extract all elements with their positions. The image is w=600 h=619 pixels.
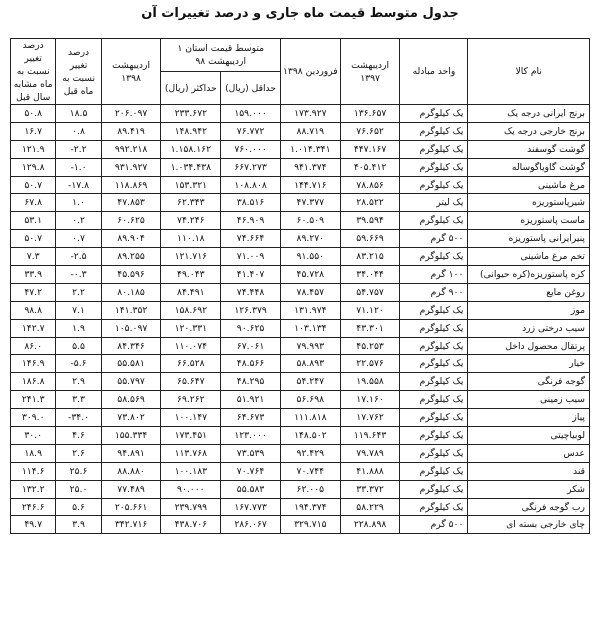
cell-name: تخم مرغ ماشینی bbox=[468, 248, 590, 266]
cell-max: ۱۲۱.۷۱۶ bbox=[161, 248, 221, 266]
cell-min: ۷۶۰.۰۰۰ bbox=[221, 140, 281, 158]
cell-max: ۶۹.۲۶۲ bbox=[161, 391, 221, 409]
cell-far98: ۹۱.۵۵۰ bbox=[280, 248, 340, 266]
table-row bbox=[11, 105, 590, 123]
table-row bbox=[11, 140, 590, 158]
cell-unit: یک کیلوگرم bbox=[400, 373, 468, 391]
table-row bbox=[11, 337, 590, 355]
cell-pm: ۷.۱ bbox=[56, 301, 101, 319]
cell-ord98: ۱۱۸.۸۶۹ bbox=[101, 176, 161, 194]
cell-pm: ۵.۶ bbox=[56, 498, 101, 516]
table-row bbox=[11, 283, 590, 301]
cell-name: عدس bbox=[468, 444, 590, 462]
cell-name: پنیرایرانی پاستوریزه bbox=[468, 230, 590, 248]
cell-max: ۱۴۸.۹۴۲ bbox=[161, 122, 221, 140]
cell-ord98: ۱۴۱.۳۵۲ bbox=[101, 301, 161, 319]
cell-max: ۱۵۳.۳۲۱ bbox=[161, 176, 221, 194]
cell-ord98: ۱۰۵.۰۹۷ bbox=[101, 319, 161, 337]
cell-py: ۱۲۹.۸ bbox=[11, 158, 56, 176]
cell-name: روغن مایع bbox=[468, 283, 590, 301]
cell-max: ۱۰۰.۱۸۳ bbox=[161, 462, 221, 480]
cell-far98: ۱۱۱.۸۱۸ bbox=[280, 409, 340, 427]
cell-py: ۱۳۲.۲ bbox=[11, 480, 56, 498]
cell-ord97: ۸۳.۲۱۵ bbox=[340, 248, 400, 266]
header-max: حداکثر (ریال) bbox=[161, 72, 221, 105]
cell-ord97: ۱۹.۵۵۸ bbox=[340, 373, 400, 391]
cell-pm: ۲۵.۶ bbox=[56, 462, 101, 480]
cell-min: ۱۵۹.۰۰۰ bbox=[221, 105, 281, 123]
cell-pm: ۱.۹ bbox=[56, 319, 101, 337]
cell-pm: -۵.۶ bbox=[56, 355, 101, 373]
cell-min: ۴۸.۲۹۵ bbox=[221, 373, 281, 391]
cell-ord97: ۳۳.۳۷۲ bbox=[340, 480, 400, 498]
cell-far98: ۷۹.۹۹۳ bbox=[280, 337, 340, 355]
cell-pm: ۰.۸ bbox=[56, 122, 101, 140]
cell-pm: -۰.۳ bbox=[56, 266, 101, 284]
cell-ord97: ۱۱۹.۶۴۳ bbox=[340, 427, 400, 445]
cell-min: ۶۴.۶۷۳ bbox=[221, 409, 281, 427]
cell-py: ۲۴۶.۶ bbox=[11, 498, 56, 516]
cell-min: ۵۱.۹۲۱ bbox=[221, 391, 281, 409]
cell-pm: ۲.۲ bbox=[56, 283, 101, 301]
cell-name: پرتقال محصول داخل bbox=[468, 337, 590, 355]
cell-ord98: ۸۹.۲۵۵ bbox=[101, 248, 161, 266]
cell-unit: یک کیلوگرم bbox=[400, 122, 468, 140]
cell-py: ۵۳.۱ bbox=[11, 212, 56, 230]
cell-py: ۱۲۱.۹ bbox=[11, 140, 56, 158]
cell-unit: یک کیلوگرم bbox=[400, 140, 468, 158]
cell-unit: یک کیلوگرم bbox=[400, 337, 468, 355]
cell-ord98: ۸۹.۴۱۹ bbox=[101, 122, 161, 140]
cell-min: ۷۴.۴۴۸ bbox=[221, 283, 281, 301]
cell-far98: ۹۴۱.۳۷۴ bbox=[280, 158, 340, 176]
header-name: نام کالا bbox=[468, 39, 590, 105]
cell-py: ۳۰.۰ bbox=[11, 427, 56, 445]
cell-py: ۶۷.۸ bbox=[11, 194, 56, 212]
cell-pm: ۵.۵ bbox=[56, 337, 101, 355]
cell-max: ۸۴.۴۹۱ bbox=[161, 283, 221, 301]
cell-unit: ۹۰۰ گرم bbox=[400, 283, 468, 301]
cell-name: گوجه فرنگی bbox=[468, 373, 590, 391]
table-row bbox=[11, 194, 590, 212]
cell-ord97: ۳۴.۰۴۴ bbox=[340, 266, 400, 284]
cell-min: ۱۲۶.۳۷۹ bbox=[221, 301, 281, 319]
cell-name: چای خارجی بسته ای bbox=[468, 516, 590, 534]
table-row bbox=[11, 355, 590, 373]
cell-name: خیار bbox=[468, 355, 590, 373]
cell-unit: یک کیلوگرم bbox=[400, 391, 468, 409]
cell-unit: یک کیلوگرم bbox=[400, 480, 468, 498]
cell-ord98: ۷۷.۴۸۹ bbox=[101, 480, 161, 498]
cell-unit: ۵۰۰ گرم bbox=[400, 516, 468, 534]
cell-name: پیاز bbox=[468, 409, 590, 427]
table-row bbox=[11, 248, 590, 266]
cell-far98: ۵۶.۶۹۸ bbox=[280, 391, 340, 409]
cell-min: ۴۸.۵۶۶ bbox=[221, 355, 281, 373]
cell-py: ۷.۳ bbox=[11, 248, 56, 266]
cell-py: ۵۰.۸ bbox=[11, 105, 56, 123]
cell-ord97: ۱۷.۷۶۲ bbox=[340, 409, 400, 427]
cell-name: برنج ایرانی درجه یک bbox=[468, 105, 590, 123]
cell-py: ۱۱۴.۶ bbox=[11, 462, 56, 480]
header-pct-year: درصد تغییر نسبت به ماه مشابه سال قبل bbox=[11, 39, 56, 105]
cell-min: ۵۵.۵۸۳ bbox=[221, 480, 281, 498]
cell-py: ۹۸.۸ bbox=[11, 301, 56, 319]
cell-far98: ۱۳۱.۹۷۴ bbox=[280, 301, 340, 319]
cell-max: ۴۳۸.۷۰۶ bbox=[161, 516, 221, 534]
cell-unit: یک کیلوگرم bbox=[400, 248, 468, 266]
cell-min: ۶۶۷.۲۷۳ bbox=[221, 158, 281, 176]
cell-ord98: ۸۴.۳۴۶ bbox=[101, 337, 161, 355]
cell-ord97: ۴۰۵.۴۱۲ bbox=[340, 158, 400, 176]
cell-max: ۱۱۳.۷۶۸ bbox=[161, 444, 221, 462]
cell-ord97: ۲۲.۵۷۶ bbox=[340, 355, 400, 373]
header-ord98: اردیبهشت ۱۳۹۸ bbox=[101, 39, 161, 105]
cell-name: قند bbox=[468, 462, 590, 480]
table-row bbox=[11, 122, 590, 140]
table-row bbox=[11, 409, 590, 427]
cell-max: ۱۱۰.۱۸ bbox=[161, 230, 221, 248]
table-row bbox=[11, 158, 590, 176]
cell-far98: ۸۸.۷۱۹ bbox=[280, 122, 340, 140]
cell-far98: ۹۲.۴۲۹ bbox=[280, 444, 340, 462]
cell-unit: یک کیلوگرم bbox=[400, 212, 468, 230]
cell-name: گوشت گوسفند bbox=[468, 140, 590, 158]
cell-min: ۷۰.۷۶۴ bbox=[221, 462, 281, 480]
cell-name: سیب درختی زرد bbox=[468, 319, 590, 337]
cell-far98: ۱۰۳.۱۳۴ bbox=[280, 319, 340, 337]
cell-far98: ۷۰.۷۴۴ bbox=[280, 462, 340, 480]
cell-pm: -۳۴.۰ bbox=[56, 409, 101, 427]
cell-max: ۲۳۳.۶۷۲ bbox=[161, 105, 221, 123]
cell-ord98: ۸۹.۹۰۴ bbox=[101, 230, 161, 248]
cell-unit: یک کیلوگرم bbox=[400, 498, 468, 516]
cell-max: ۱.۰۳۴.۴۳۸ bbox=[161, 158, 221, 176]
cell-far98: ۱۴۸.۵۰۲ bbox=[280, 427, 340, 445]
cell-min: ۷۶.۷۷۲ bbox=[221, 122, 281, 140]
cell-name: رب گوجه فرنگی bbox=[468, 498, 590, 516]
cell-min: ۴۱.۴۰۷ bbox=[221, 266, 281, 284]
cell-far98: ۱.۰۱۴.۳۴۱ bbox=[280, 140, 340, 158]
header-unit: واحد مبادله bbox=[400, 39, 468, 105]
cell-max: ۲۳۹.۷۹۹ bbox=[161, 498, 221, 516]
cell-pm: ۱.۰ bbox=[56, 194, 101, 212]
cell-min: ۷۳.۵۳۹ bbox=[221, 444, 281, 462]
cell-name: موز bbox=[468, 301, 590, 319]
cell-far98: ۸۹.۲۷۰ bbox=[280, 230, 340, 248]
table-row bbox=[11, 516, 590, 534]
cell-ord98: ۲۰۵.۶۶۱ bbox=[101, 498, 161, 516]
cell-ord97: ۲۲۸.۸۹۸ bbox=[340, 516, 400, 534]
cell-name: شکر bbox=[468, 480, 590, 498]
cell-py: ۴۷.۲ bbox=[11, 283, 56, 301]
cell-far98: ۶۰.۵۰۹ bbox=[280, 212, 340, 230]
cell-py: ۱۴۲.۷ bbox=[11, 319, 56, 337]
cell-min: ۱۶۷.۷۷۳ bbox=[221, 498, 281, 516]
cell-py: ۱۸.۹ bbox=[11, 444, 56, 462]
table-row bbox=[11, 480, 590, 498]
cell-ord97: ۱۳۶.۶۵۷ bbox=[340, 105, 400, 123]
cell-unit: یک کیلوگرم bbox=[400, 105, 468, 123]
cell-pm: ۳.۳ bbox=[56, 391, 101, 409]
table-row bbox=[11, 301, 590, 319]
table-row bbox=[11, 391, 590, 409]
cell-pm: ۱۸.۵ bbox=[56, 105, 101, 123]
cell-ord97: ۷۹.۷۸۹ bbox=[340, 444, 400, 462]
cell-far98: ۱۴۴.۷۱۶ bbox=[280, 176, 340, 194]
cell-ord98: ۹۳۱.۹۲۷ bbox=[101, 158, 161, 176]
cell-unit: یک کیلوگرم bbox=[400, 301, 468, 319]
cell-max: ۶۵.۶۴۷ bbox=[161, 373, 221, 391]
cell-ord98: ۷۳.۸۰۲ bbox=[101, 409, 161, 427]
table-row bbox=[11, 444, 590, 462]
cell-name: لوبیاچیتی bbox=[468, 427, 590, 445]
cell-unit: یک کیلوگرم bbox=[400, 462, 468, 480]
cell-max: ۶۲.۳۴۳ bbox=[161, 194, 221, 212]
cell-max: ۱۷۳.۴۵۱ bbox=[161, 427, 221, 445]
cell-unit: یک کیلوگرم bbox=[400, 427, 468, 445]
cell-max: ۷۴.۲۴۶ bbox=[161, 212, 221, 230]
cell-ord97: ۱۷.۱۶۰ bbox=[340, 391, 400, 409]
cell-py: ۱۸۶.۸ bbox=[11, 373, 56, 391]
cell-py: ۳۰۹.۰ bbox=[11, 409, 56, 427]
cell-pm: ۲۵.۰ bbox=[56, 480, 101, 498]
cell-ord97: ۴۳.۳۰۱ bbox=[340, 319, 400, 337]
cell-ord97: ۷۸.۸۵۶ bbox=[340, 176, 400, 194]
table-row bbox=[11, 373, 590, 391]
cell-pm: ۰.۷ bbox=[56, 230, 101, 248]
cell-ord97: ۲۸.۵۲۲ bbox=[340, 194, 400, 212]
cell-py: ۱۶.۷ bbox=[11, 122, 56, 140]
cell-far98: ۴۷.۳۷۷ bbox=[280, 194, 340, 212]
cell-pm: -۱.۰ bbox=[56, 158, 101, 176]
cell-far98: ۱۷۳.۹۲۷ bbox=[280, 105, 340, 123]
table-row bbox=[11, 176, 590, 194]
cell-pm: ۲.۹ bbox=[56, 373, 101, 391]
cell-far98: ۴۵.۷۲۸ bbox=[280, 266, 340, 284]
cell-min: ۹۰.۶۲۵ bbox=[221, 319, 281, 337]
table-row bbox=[11, 230, 590, 248]
cell-ord98: ۵۵.۷۹۷ bbox=[101, 373, 161, 391]
cell-ord98: ۹۴.۸۹۱ bbox=[101, 444, 161, 462]
cell-min: ۷۱.۰۰۹ bbox=[221, 248, 281, 266]
header-pct-month: درصد تغییر نسبت به ماه قبل bbox=[56, 39, 101, 105]
cell-unit: یک کیلوگرم bbox=[400, 444, 468, 462]
cell-max: ۱۵۸.۶۹۲ bbox=[161, 301, 221, 319]
cell-unit: یک کیلوگرم bbox=[400, 409, 468, 427]
cell-ord97: ۵۴.۷۵۷ bbox=[340, 283, 400, 301]
cell-ord98: ۴۵.۵۹۶ bbox=[101, 266, 161, 284]
cell-min: ۲۸۶.۰۶۷ bbox=[221, 516, 281, 534]
document-title: جدول متوسط قیمت ماه جاری و درصد تغییرات آن bbox=[141, 6, 459, 21]
cell-ord98: ۱۵۵.۳۳۴ bbox=[101, 427, 161, 445]
table-row bbox=[11, 498, 590, 516]
table-row bbox=[11, 427, 590, 445]
cell-pm: -۲.۲ bbox=[56, 140, 101, 158]
cell-ord97: ۳۹.۵۹۴ bbox=[340, 212, 400, 230]
cell-ord97: ۵۹.۶۶۹ bbox=[340, 230, 400, 248]
cell-min: ۳۸.۵۱۶ bbox=[221, 194, 281, 212]
cell-unit: یک لیتر bbox=[400, 194, 468, 212]
cell-far98: ۵۸.۸۹۳ bbox=[280, 355, 340, 373]
cell-ord98: ۸۸.۸۸۰ bbox=[101, 462, 161, 480]
cell-ord97: ۵۸.۲۲۹ bbox=[340, 498, 400, 516]
cell-pm: ۰.۲ bbox=[56, 212, 101, 230]
header-province-group: متوسط قیمت استان ۱ اردیبهشت ۹۸ bbox=[161, 39, 281, 72]
cell-ord97: ۷۱.۱۲۰ bbox=[340, 301, 400, 319]
header-far98: فروردین ۱۳۹۸ bbox=[280, 39, 340, 105]
cell-unit: ۵۰۰ گرم bbox=[400, 230, 468, 248]
cell-py: ۵۰.۷ bbox=[11, 230, 56, 248]
cell-unit: یک کیلوگرم bbox=[400, 158, 468, 176]
cell-name: مرغ ماشینی bbox=[468, 176, 590, 194]
cell-min: ۴۶.۹۰۹ bbox=[221, 212, 281, 230]
table-row bbox=[11, 319, 590, 337]
cell-far98: ۶۲.۰۰۵ bbox=[280, 480, 340, 498]
header-ord97: اردیبهشت ۱۳۹۷ bbox=[340, 39, 400, 105]
cell-pm: -۱۷.۸ bbox=[56, 176, 101, 194]
cell-py: ۴۹.۷ bbox=[11, 516, 56, 534]
price-table bbox=[10, 38, 590, 534]
cell-unit: یک کیلوگرم bbox=[400, 355, 468, 373]
cell-ord98: ۵۵.۵۸۱ bbox=[101, 355, 161, 373]
cell-max: ۱۲۰.۳۳۱ bbox=[161, 319, 221, 337]
cell-far98: ۱۹۴.۳۷۴ bbox=[280, 498, 340, 516]
cell-max: ۱.۱۵۸.۱۶۲ bbox=[161, 140, 221, 158]
cell-far98: ۵۴.۲۴۷ bbox=[280, 373, 340, 391]
table-row bbox=[11, 462, 590, 480]
cell-far98: ۷۸.۴۵۷ bbox=[280, 283, 340, 301]
cell-py: ۱۴۶.۹ bbox=[11, 355, 56, 373]
cell-max: ۱۱۰.۰۷۴ bbox=[161, 337, 221, 355]
cell-far98: ۳۲۹.۷۱۵ bbox=[280, 516, 340, 534]
cell-unit: یک کیلوگرم bbox=[400, 176, 468, 194]
cell-ord97: ۷۶.۶۵۲ bbox=[340, 122, 400, 140]
cell-max: ۶۶.۵۲۸ bbox=[161, 355, 221, 373]
header-min: حداقل (ریال) bbox=[221, 72, 281, 105]
cell-name: برنج خارجی درجه یک bbox=[468, 122, 590, 140]
table-row bbox=[11, 266, 590, 284]
cell-name: ماست پاستوریزه bbox=[468, 212, 590, 230]
cell-ord97: ۴۴۷.۱۶۷ bbox=[340, 140, 400, 158]
cell-name: کره پاستوریزه(کره حیوانی) bbox=[468, 266, 590, 284]
cell-py: ۳۳.۹ bbox=[11, 266, 56, 284]
cell-py: ۸۶.۰ bbox=[11, 337, 56, 355]
cell-py: ۵۰.۷ bbox=[11, 176, 56, 194]
cell-ord98: ۲۰۶.۰۹۷ bbox=[101, 105, 161, 123]
cell-pm: -۲.۵ bbox=[56, 248, 101, 266]
cell-ord98: ۶۰.۶۲۵ bbox=[101, 212, 161, 230]
cell-min: ۷۴.۶۶۴ bbox=[221, 230, 281, 248]
cell-unit: یک کیلوگرم bbox=[400, 319, 468, 337]
cell-ord98: ۹۹۲.۲۱۸ bbox=[101, 140, 161, 158]
cell-pm: ۳.۹ bbox=[56, 516, 101, 534]
cell-ord98: ۳۴۲.۷۱۶ bbox=[101, 516, 161, 534]
cell-min: ۶۷.۰۶۱ bbox=[221, 337, 281, 355]
cell-max: ۹۰.۰۰۰ bbox=[161, 480, 221, 498]
cell-name: سیب زمینی bbox=[468, 391, 590, 409]
cell-max: ۱۰۰.۱۴۷ bbox=[161, 409, 221, 427]
cell-ord98: ۴۷.۸۵۳ bbox=[101, 194, 161, 212]
cell-pm: ۲.۶ bbox=[56, 444, 101, 462]
cell-max: ۴۹.۰۴۳ bbox=[161, 266, 221, 284]
cell-py: ۲۴۱.۳ bbox=[11, 391, 56, 409]
cell-name: گوشت گاوياگوساله bbox=[468, 158, 590, 176]
cell-min: ۱۰۸.۸۰۸ bbox=[221, 176, 281, 194]
cell-ord98: ۵۸.۵۶۹ bbox=[101, 391, 161, 409]
cell-min: ۱۲۳.۰۰۰ bbox=[221, 427, 281, 445]
cell-unit: ۱۰۰ گرم bbox=[400, 266, 468, 284]
table-row bbox=[11, 212, 590, 230]
cell-pm: ۴.۶ bbox=[56, 427, 101, 445]
cell-ord98: ۸۰.۱۸۵ bbox=[101, 283, 161, 301]
cell-name: شیرپاستوریزه bbox=[468, 194, 590, 212]
cell-ord97: ۴۵.۲۵۳ bbox=[340, 337, 400, 355]
cell-ord97: ۴۱.۸۸۸ bbox=[340, 462, 400, 480]
